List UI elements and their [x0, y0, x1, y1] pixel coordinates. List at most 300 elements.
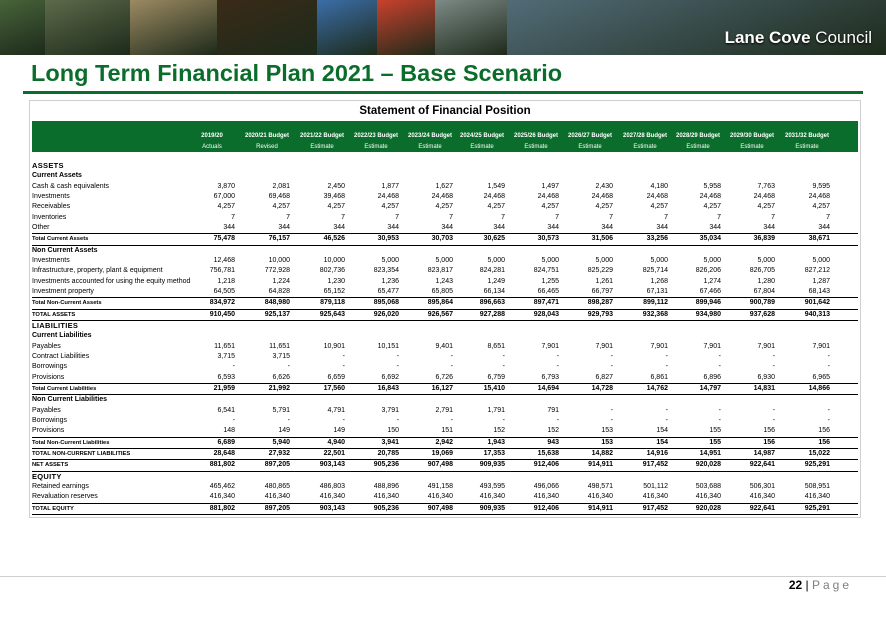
- page-footer: [0, 558, 886, 598]
- cell-value: 15,410: [483, 384, 505, 392]
- table-row: [32, 448, 858, 459]
- cell-value: 823,354: [373, 267, 399, 275]
- cell-value: 491,158: [427, 482, 453, 490]
- cell-value: 156: [818, 427, 830, 435]
- table-row: [32, 246, 858, 256]
- cell-value: 1,280: [757, 277, 775, 285]
- cell-value: 879,118: [320, 299, 345, 307]
- cell-value: 15,022: [808, 449, 830, 457]
- cell-value: 3,870: [217, 182, 235, 190]
- cell-value: 825,714: [642, 267, 668, 275]
- cell-value: 7: [395, 213, 399, 221]
- cell-value: 6,593: [217, 373, 235, 381]
- cell-value: 156: [818, 438, 830, 446]
- cell-value: 24,468: [591, 192, 613, 200]
- cell-value: -: [396, 352, 399, 360]
- table-row: [32, 416, 858, 426]
- cell-value: 1,877: [381, 182, 399, 190]
- cell-value: 344: [278, 223, 290, 231]
- cell-value: 7: [826, 213, 830, 221]
- cell-value: 66,134: [483, 287, 505, 295]
- row-label: LIABILITIES: [32, 320, 79, 330]
- cell-value: 30,625: [483, 235, 505, 243]
- cell-value: 465,462: [209, 482, 235, 490]
- cell-value: -: [827, 352, 830, 360]
- table-row: [32, 321, 858, 331]
- cell-value: 30,953: [377, 235, 399, 243]
- cell-value: -: [610, 352, 613, 360]
- cell-value: 834,972: [209, 299, 235, 307]
- cell-value: 9,401: [435, 342, 453, 350]
- cell-value: 802,736: [319, 267, 345, 275]
- row-label: Investment property: [32, 287, 94, 295]
- cell-value: 7: [449, 213, 453, 221]
- cell-value: 486,803: [319, 482, 345, 490]
- cell-value: 416,340: [264, 493, 290, 501]
- cell-value: 7,901: [757, 342, 775, 350]
- cell-value: 1,497: [541, 182, 559, 190]
- cell-value: 943: [547, 438, 559, 446]
- photo-waterfall: [45, 0, 130, 55]
- cell-value: -: [502, 363, 505, 371]
- table-row: [32, 256, 858, 266]
- cell-value: 1,243: [435, 277, 453, 285]
- cell-value: 30,573: [537, 235, 559, 243]
- cell-value: 24,468: [377, 192, 399, 200]
- row-label: Investments: [32, 256, 70, 264]
- cell-value: -: [287, 363, 290, 371]
- cell-value: -: [827, 406, 830, 414]
- row-label: Contract Liabilities: [32, 352, 90, 360]
- row-label: Non Current Assets: [32, 246, 98, 254]
- cell-value: 155: [709, 427, 721, 435]
- cell-value: 824,751: [533, 267, 559, 275]
- cell-value: 4,257: [595, 203, 613, 211]
- cell-value: 1,230: [327, 277, 345, 285]
- cell-value: 937,628: [749, 310, 775, 318]
- row-label: Current Assets: [32, 172, 82, 180]
- cell-value: 4,257: [541, 203, 559, 211]
- cell-value: 940,313: [804, 310, 830, 318]
- cell-value: 14,797: [699, 384, 721, 392]
- cell-value: 14,762: [646, 384, 668, 392]
- cell-value: 344: [547, 223, 559, 231]
- cell-value: 416,340: [209, 493, 235, 501]
- cell-value: 33,256: [646, 235, 668, 243]
- cell-value: 24,468: [753, 192, 775, 200]
- cell-value: 6,692: [381, 373, 399, 381]
- cell-value: 917,452: [642, 504, 668, 512]
- cell-value: -: [665, 416, 668, 424]
- row-label: Current Liabilities: [32, 332, 92, 340]
- table-row: [32, 309, 858, 321]
- cell-value: 897,205: [264, 461, 290, 469]
- cell-value: 925,137: [264, 310, 290, 318]
- cell-value: 17,353: [483, 449, 505, 457]
- cell-value: 4,257: [272, 203, 290, 211]
- cell-value: 416,340: [373, 493, 399, 501]
- cell-value: 5,000: [757, 256, 775, 264]
- cell-value: 156: [763, 438, 775, 446]
- row-label: NET ASSETS: [32, 462, 69, 469]
- cell-value: 20,785: [377, 449, 399, 457]
- cell-value: 31,506: [591, 235, 613, 243]
- row-label: ASSETS: [32, 161, 64, 170]
- cell-value: 4,257: [327, 203, 345, 211]
- cell-value: 1,549: [487, 182, 505, 190]
- statement-table: [32, 161, 858, 515]
- cell-value: 16,127: [431, 384, 453, 392]
- cell-value: 4,257: [757, 203, 775, 211]
- cell-value: 1,249: [487, 277, 505, 285]
- cell-value: 10,901: [323, 342, 345, 350]
- table-row: [32, 287, 858, 297]
- cell-value: -: [342, 352, 345, 360]
- row-label: Payables: [32, 342, 61, 350]
- cell-value: 1,261: [595, 277, 613, 285]
- cell-value: 496,066: [533, 482, 559, 490]
- cell-value: 14,728: [591, 384, 613, 392]
- cell-value: 7,901: [812, 342, 830, 350]
- table-row: [32, 266, 858, 276]
- page-title: Long Term Financial Plan 2021 – Base Scenario: [31, 60, 563, 86]
- table-row: [32, 342, 858, 352]
- cell-value: 6,689: [217, 438, 235, 446]
- cell-value: 907,498: [427, 504, 453, 512]
- cell-value: 7,901: [703, 342, 721, 350]
- cell-value: 1,224: [272, 277, 290, 285]
- cell-value: 910,450: [209, 310, 235, 318]
- cell-value: 11,651: [269, 342, 290, 350]
- cell-value: 10,000: [323, 256, 345, 264]
- cell-value: -: [772, 363, 775, 371]
- cell-value: 1,287: [812, 277, 830, 285]
- council-logo: Lane Cove Council: [724, 28, 872, 47]
- cell-value: 895,864: [427, 299, 453, 307]
- cell-value: 900,789: [749, 299, 775, 307]
- table-row: [32, 373, 858, 383]
- cell-value: 5,000: [541, 256, 559, 264]
- cell-value: 7: [286, 213, 290, 221]
- table-row: [32, 192, 858, 202]
- cell-value: -: [556, 363, 559, 371]
- table-row: [32, 395, 858, 405]
- row-label: Borrowings: [32, 416, 68, 424]
- cell-value: 898,287: [587, 299, 613, 307]
- cell-value: -: [772, 416, 775, 424]
- cell-value: 149: [333, 427, 345, 435]
- cell-value: 30,703: [431, 235, 453, 243]
- table-row: [32, 472, 858, 482]
- cell-value: 1,236: [381, 277, 399, 285]
- row-label: TOTAL ASSETS: [32, 311, 76, 318]
- cell-value: 4,257: [435, 203, 453, 211]
- cell-value: 5,000: [381, 256, 399, 264]
- cell-value: 344: [387, 223, 399, 231]
- cell-value: 17,560: [323, 384, 345, 392]
- table-row: [32, 406, 858, 416]
- cell-value: 24,468: [646, 192, 668, 200]
- cell-value: -: [232, 416, 235, 424]
- cell-value: 344: [656, 223, 668, 231]
- cell-value: -: [396, 416, 399, 424]
- cell-value: 67,000: [213, 192, 235, 200]
- cell-value: 4,940: [327, 438, 345, 446]
- cell-value: 4,257: [650, 203, 668, 211]
- table-row: [32, 213, 858, 223]
- cell-value: 7: [501, 213, 505, 221]
- photo-tents: [130, 0, 217, 55]
- cell-value: 153: [601, 427, 613, 435]
- table-row: [32, 503, 858, 515]
- cell-value: 416,340: [749, 493, 775, 501]
- cell-value: 28,648: [213, 449, 235, 457]
- table-row: [32, 426, 858, 436]
- cell-value: 905,236: [373, 461, 399, 469]
- cell-value: 7,901: [595, 342, 613, 350]
- cell-value: 927,288: [479, 310, 505, 318]
- row-label: Cash & cash equivalents: [32, 182, 110, 190]
- cell-value: 895,068: [373, 299, 399, 307]
- cell-value: 5,000: [812, 256, 830, 264]
- cell-value: -: [502, 416, 505, 424]
- cell-value: 344: [333, 223, 345, 231]
- cell-value: 925,291: [804, 504, 830, 512]
- cell-value: 67,466: [699, 287, 721, 295]
- cell-value: 5,958: [703, 182, 721, 190]
- cell-value: -: [342, 363, 345, 371]
- cell-value: 152: [493, 427, 505, 435]
- cell-value: 896,663: [479, 299, 505, 307]
- cell-value: 154: [656, 438, 668, 446]
- cell-value: 4,257: [703, 203, 721, 211]
- cell-value: 493,595: [479, 482, 505, 490]
- cell-value: 6,965: [812, 373, 830, 381]
- cell-value: 35,034: [699, 235, 721, 243]
- cell-value: 5,000: [487, 256, 505, 264]
- cell-value: 8,651: [487, 342, 505, 350]
- cell-value: 27,932: [268, 449, 290, 457]
- cell-value: 9,595: [812, 182, 830, 190]
- row-label: Total Non-Current Assets: [32, 300, 102, 307]
- cell-value: -: [772, 406, 775, 414]
- cell-value: 4,257: [381, 203, 399, 211]
- cell-value: 149: [278, 427, 290, 435]
- cell-value: 14,831: [753, 384, 775, 392]
- row-label: Provisions: [32, 373, 65, 381]
- cell-value: 917,452: [642, 461, 668, 469]
- cell-value: 38,671: [808, 235, 830, 243]
- cell-value: 826,705: [749, 267, 775, 275]
- cell-value: 4,257: [487, 203, 505, 211]
- cell-value: 19,069: [431, 449, 453, 457]
- cell-value: 65,152: [323, 287, 345, 295]
- cell-value: 24,468: [699, 192, 721, 200]
- cell-value: 21,992: [268, 384, 290, 392]
- cell-value: 824,281: [479, 267, 505, 275]
- cell-value: 922,641: [749, 504, 775, 512]
- table-row: [32, 223, 858, 233]
- cell-value: 5,000: [650, 256, 668, 264]
- cell-value: 151: [441, 427, 453, 435]
- cell-value: 920,028: [695, 461, 721, 469]
- cell-value: -: [827, 416, 830, 424]
- row-label: EQUITY: [32, 471, 62, 481]
- cell-value: 150: [387, 427, 399, 435]
- cell-value: -: [502, 352, 505, 360]
- cell-value: 156: [763, 427, 775, 435]
- cell-value: 2,450: [327, 182, 345, 190]
- cell-value: 903,143: [319, 461, 345, 469]
- cell-value: 912,406: [533, 461, 559, 469]
- cell-value: 2,430: [595, 182, 613, 190]
- cell-value: 7: [555, 213, 559, 221]
- cell-value: 344: [818, 223, 830, 231]
- cell-value: 901,642: [804, 299, 830, 307]
- cell-value: 24,468: [431, 192, 453, 200]
- cell-value: 416,340: [479, 493, 505, 501]
- cell-value: 14,882: [591, 449, 613, 457]
- cell-value: 65,477: [377, 287, 399, 295]
- cell-value: 928,043: [533, 310, 559, 318]
- cell-value: 498,571: [587, 482, 613, 490]
- cell-value: 909,935: [479, 504, 505, 512]
- cell-value: 69,468: [268, 192, 290, 200]
- cell-value: 153: [601, 438, 613, 446]
- cell-value: 1,791: [487, 406, 505, 414]
- cell-value: 848,980: [264, 299, 290, 307]
- cell-value: -: [232, 363, 235, 371]
- cell-value: 21,959: [213, 384, 235, 392]
- cell-value: 6,541: [217, 406, 235, 414]
- cell-value: 506,301: [749, 482, 775, 490]
- cell-value: 6,793: [541, 373, 559, 381]
- cell-value: 881,802: [209, 504, 235, 512]
- cell-value: 148: [223, 427, 235, 435]
- cell-value: 508,951: [804, 482, 830, 490]
- cell-value: 929,793: [587, 310, 613, 318]
- cell-value: 7: [771, 213, 775, 221]
- cell-value: 3,715: [217, 352, 235, 360]
- cell-value: 76,157: [268, 235, 290, 243]
- financial-statement: [29, 100, 861, 518]
- row-label: Total Current Liabilities: [32, 385, 97, 392]
- photo-bushland: [0, 0, 45, 55]
- cell-value: -: [772, 352, 775, 360]
- cell-value: -: [718, 363, 721, 371]
- cell-value: 909,935: [479, 461, 505, 469]
- cell-value: 756,781: [209, 267, 235, 275]
- cell-value: 926,020: [373, 310, 399, 318]
- cell-value: 66,797: [591, 287, 613, 295]
- cell-value: 503,688: [695, 482, 721, 490]
- cell-value: 14,987: [753, 449, 775, 457]
- cell-value: 6,726: [435, 373, 453, 381]
- row-label: Borrowings: [32, 363, 68, 371]
- cell-value: 2,081: [272, 182, 290, 190]
- cell-value: 4,180: [650, 182, 668, 190]
- cell-value: 344: [763, 223, 775, 231]
- cell-value: 64,828: [268, 287, 290, 295]
- cell-value: 826,206: [695, 267, 721, 275]
- cell-value: 4,257: [217, 203, 235, 211]
- cell-value: 7: [664, 213, 668, 221]
- cell-value: 24,468: [808, 192, 830, 200]
- cell-value: 3,791: [381, 406, 399, 414]
- cell-value: 24,468: [483, 192, 505, 200]
- cell-value: 772,928: [264, 267, 290, 275]
- cell-value: 926,567: [427, 310, 453, 318]
- cell-value: 501,112: [643, 482, 668, 490]
- cell-value: 5,000: [595, 256, 613, 264]
- row-label: Provisions: [32, 427, 65, 435]
- cell-value: 903,143: [319, 504, 345, 512]
- cell-value: 24,468: [537, 192, 559, 200]
- cell-value: 11,651: [214, 342, 235, 350]
- cell-value: 3,941: [381, 438, 399, 446]
- cell-value: -: [610, 416, 613, 424]
- cell-value: 1,943: [487, 438, 505, 446]
- cell-value: 344: [441, 223, 453, 231]
- cell-value: 7: [717, 213, 721, 221]
- cell-value: 67,804: [753, 287, 775, 295]
- cell-value: 14,866: [808, 384, 830, 392]
- row-label: Total Non-Current Liabilities: [32, 439, 110, 446]
- table-row: [32, 297, 858, 308]
- cell-value: 6,930: [757, 373, 775, 381]
- table-row: [32, 482, 858, 492]
- row-label: Inventories: [32, 213, 67, 221]
- cell-value: 827,212: [804, 267, 830, 275]
- cell-value: -: [718, 352, 721, 360]
- cell-value: 7,763: [757, 182, 775, 190]
- table-row: [32, 383, 858, 395]
- cell-value: 75,478: [213, 235, 235, 243]
- row-label: Receivables: [32, 203, 71, 211]
- cell-value: -: [718, 406, 721, 414]
- cell-value: 66,465: [537, 287, 559, 295]
- cell-value: 1,274: [703, 277, 721, 285]
- cell-value: 154: [656, 427, 668, 435]
- cell-value: -: [665, 363, 668, 371]
- cell-value: 5,000: [703, 256, 721, 264]
- cell-value: 14,694: [537, 384, 559, 392]
- cell-value: 925,643: [319, 310, 345, 318]
- cell-value: 6,626: [272, 373, 290, 381]
- cell-value: 10,151: [377, 342, 399, 350]
- cell-value: 823,817: [427, 267, 453, 275]
- cell-value: 65,805: [431, 287, 453, 295]
- cell-value: 344: [223, 223, 235, 231]
- cell-value: 932,368: [642, 310, 668, 318]
- table-row: [32, 459, 858, 471]
- cell-value: 6,896: [703, 373, 721, 381]
- cell-value: -: [718, 416, 721, 424]
- cell-value: 5,940: [272, 438, 290, 446]
- table-row: [32, 352, 858, 362]
- cell-value: 825,229: [587, 267, 613, 275]
- cell-value: 897,205: [264, 504, 290, 512]
- cell-value: 934,980: [695, 310, 721, 318]
- table-row: [32, 277, 858, 287]
- cell-value: 15,638: [537, 449, 559, 457]
- cell-value: 416,340: [642, 493, 668, 501]
- cell-value: 922,641: [749, 461, 775, 469]
- cell-value: 14,916: [646, 449, 668, 457]
- row-label: Total Current Assets: [32, 236, 89, 243]
- cell-value: 7: [609, 213, 613, 221]
- cell-value: 155: [709, 438, 721, 446]
